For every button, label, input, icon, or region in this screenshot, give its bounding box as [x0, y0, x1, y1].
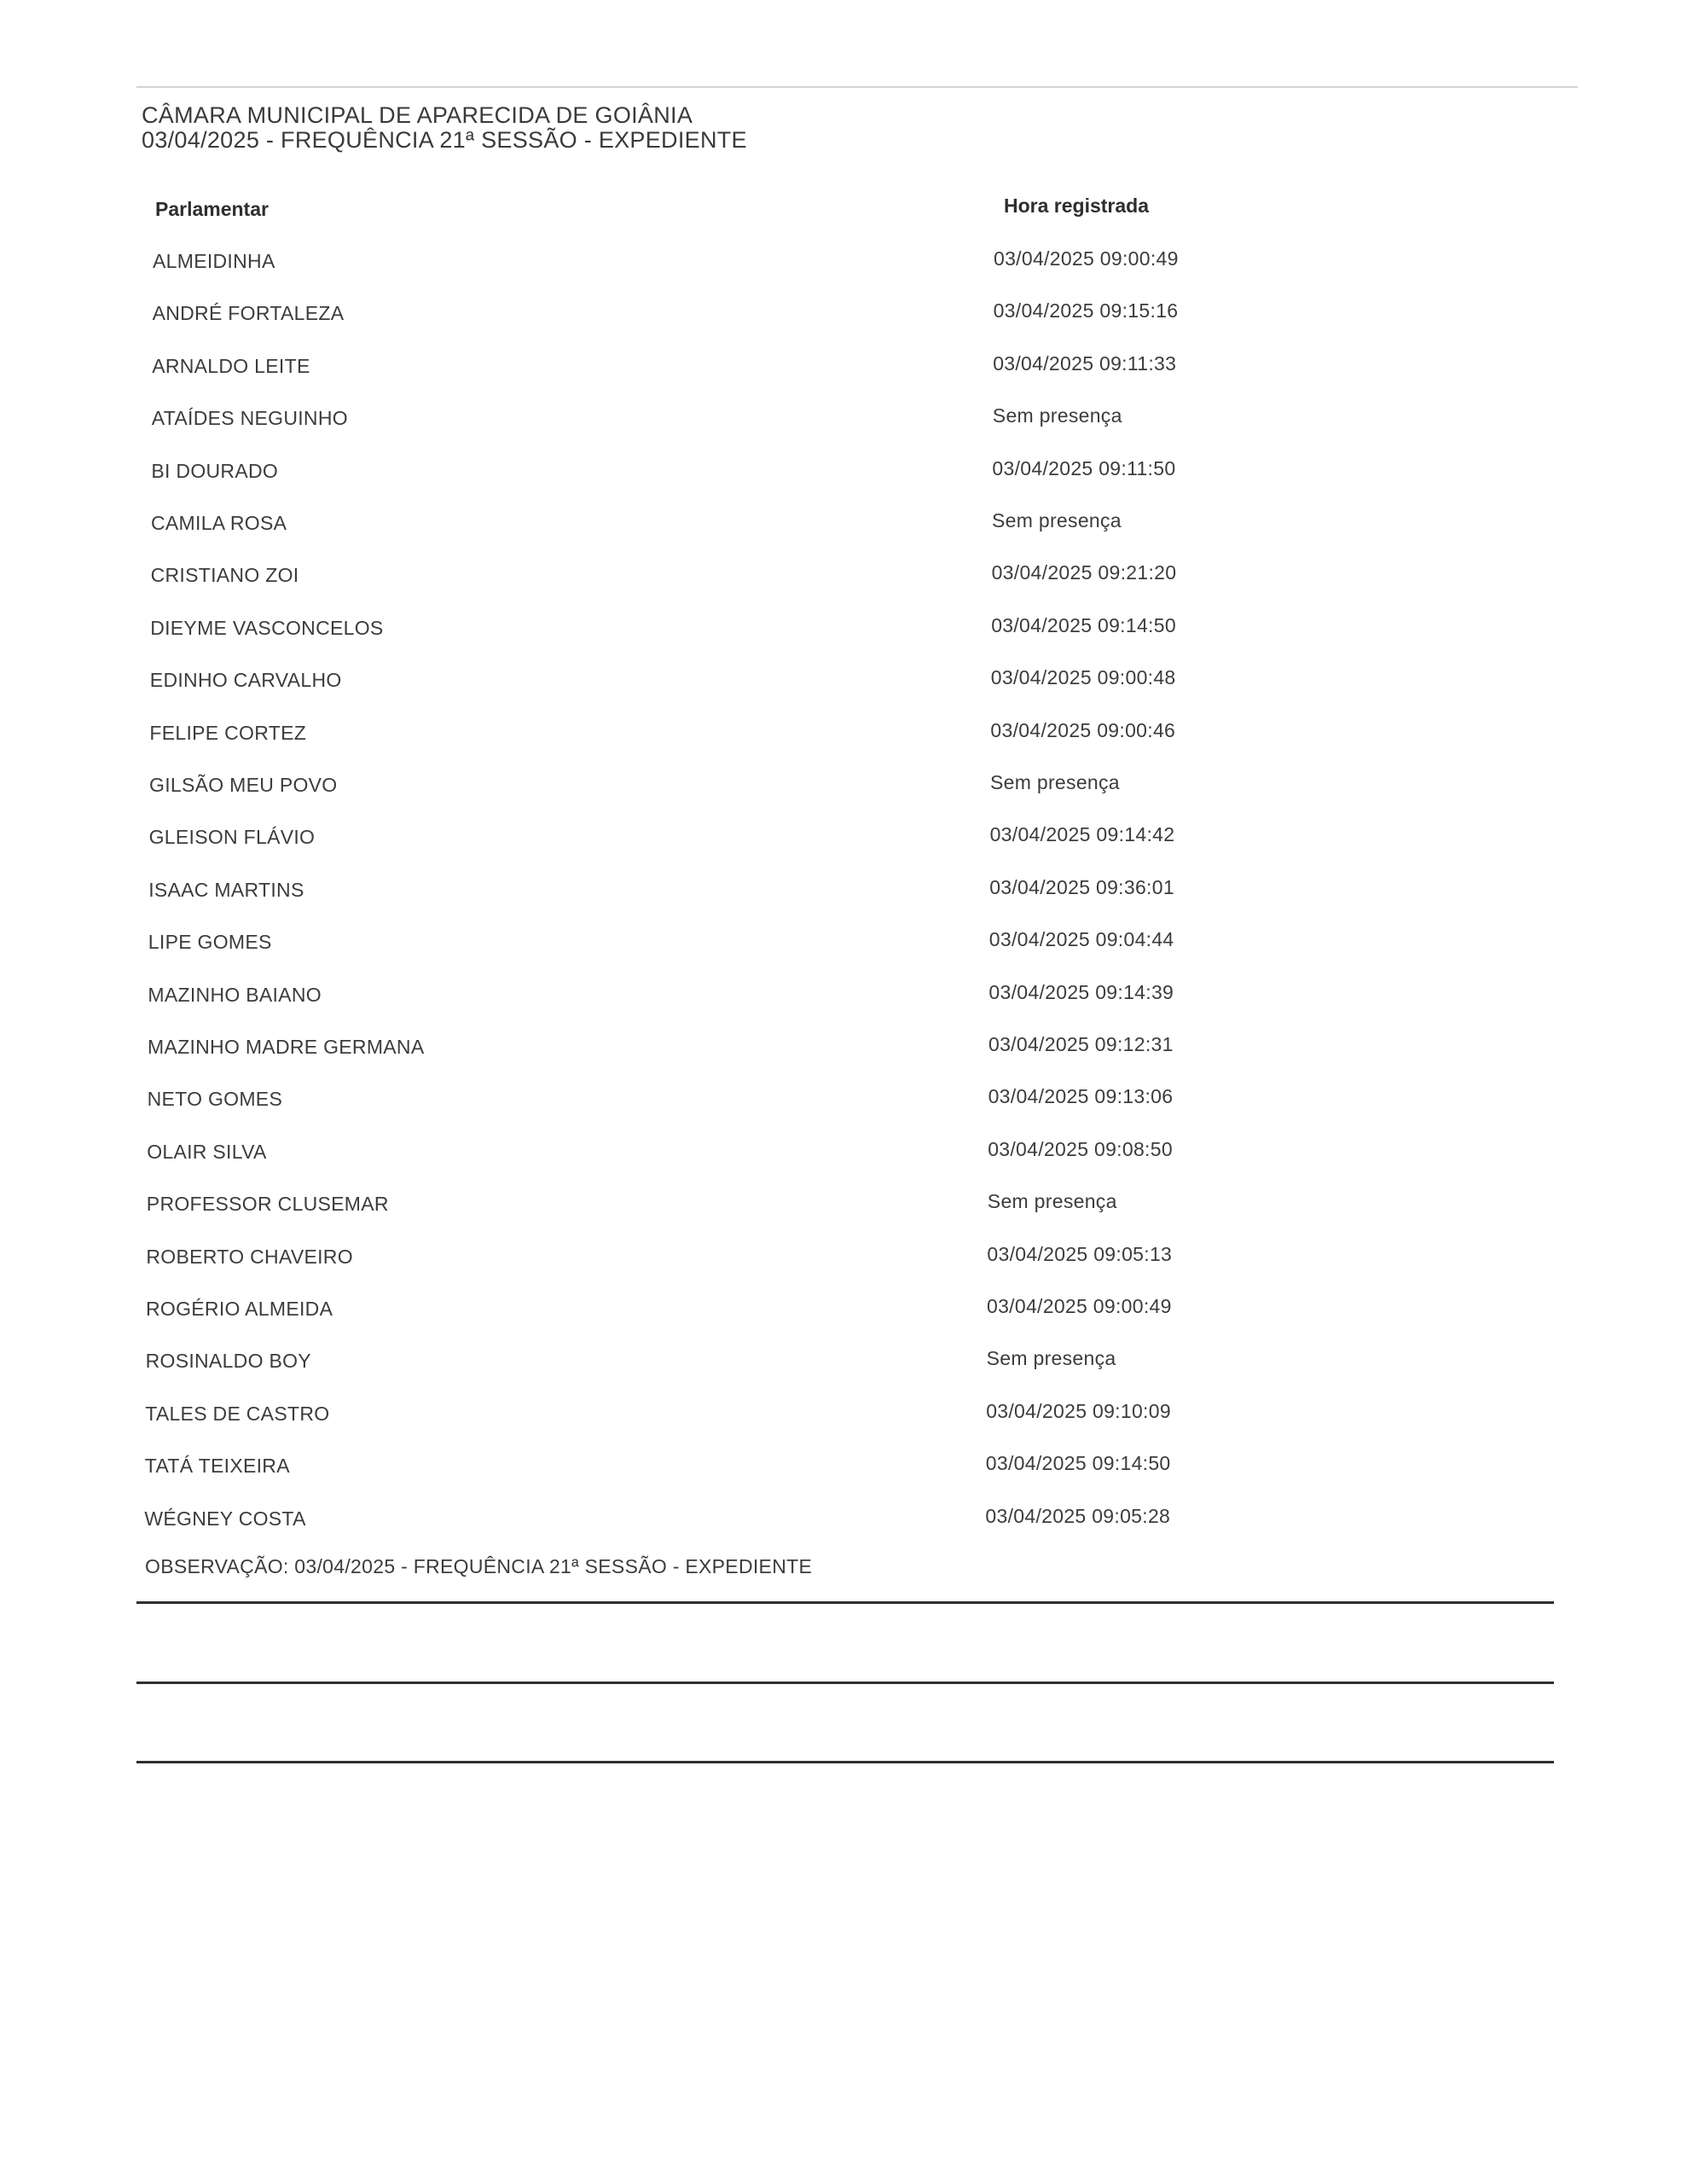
- session-title: 03/04/2025 - FREQUÊNCIA 21ª SESSÃO - EXPEDIENTE: [142, 127, 747, 153]
- hora-registrada: 03/04/2025 09:08:50: [988, 1137, 1173, 1160]
- table-row: [0, 1504, 1687, 1542]
- table-row: [0, 299, 1687, 336]
- hora-registrada: 03/04/2025 09:00:48: [990, 666, 1176, 689]
- parlamentar-name: TALES DE CASTRO: [145, 1402, 330, 1425]
- table-row: [0, 1242, 1687, 1280]
- hora-registrada: Sem presença: [992, 509, 1122, 531]
- hora-registrada: 03/04/2025 09:14:39: [988, 980, 1174, 1003]
- hora-registrada: 03/04/2025 09:10:09: [986, 1399, 1171, 1422]
- hora-registrada: Sem presença: [990, 771, 1120, 793]
- table-row: [0, 509, 1687, 546]
- parlamentar-name: MAZINHO BAIANO: [148, 983, 322, 1006]
- parlamentar-name: ARNALDO LEITE: [152, 354, 310, 377]
- parlamentar-name: DIEYME VASCONCELOS: [150, 616, 384, 639]
- table-row: [0, 404, 1687, 441]
- parlamentar-name: ISAAC MARTINS: [148, 878, 304, 901]
- parlamentar-name: ANDRÉ FORTALEZA: [152, 302, 345, 325]
- hora-registrada: 03/04/2025 09:14:50: [985, 1452, 1171, 1475]
- top-rule: [136, 86, 1578, 88]
- hora-registrada: 03/04/2025 09:04:44: [988, 928, 1174, 951]
- hora-registrada: 03/04/2025 09:05:28: [985, 1504, 1171, 1527]
- signature-line: [136, 1761, 1554, 1763]
- parlamentar-name: BI DOURADO: [151, 459, 279, 482]
- hora-registrada: Sem presença: [992, 404, 1122, 427]
- table-row: [0, 980, 1687, 1018]
- hora-registrada: Sem presença: [987, 1190, 1117, 1213]
- parlamentar-name: PROFESSOR CLUSEMAR: [146, 1193, 389, 1216]
- table-row: [0, 613, 1687, 651]
- document-header: [142, 103, 747, 153]
- hora-registrada: 03/04/2025 09:14:50: [991, 613, 1176, 636]
- table-row: [0, 1399, 1687, 1437]
- table-row: [0, 771, 1687, 808]
- parlamentar-name: EDINHO CARVALHO: [149, 669, 342, 692]
- parlamentar-name: CRISTIANO ZOI: [150, 564, 299, 587]
- table-row: [0, 247, 1687, 284]
- parlamentar-name: TATÁ TEIXEIRA: [144, 1455, 290, 1478]
- table-row: [0, 823, 1687, 860]
- hora-registrada: 03/04/2025 09:00:49: [994, 247, 1179, 270]
- parlamentar-name: FELIPE CORTEZ: [149, 721, 307, 744]
- table-row: [0, 1137, 1687, 1175]
- parlamentar-name: OLAIR SILVA: [147, 1140, 267, 1163]
- hora-registrada: 03/04/2025 09:14:42: [989, 823, 1175, 846]
- parlamentar-name: CAMILA ROSA: [151, 512, 287, 534]
- parlamentar-name: LIPE GOMES: [148, 931, 272, 954]
- parlamentar-name: GLEISON FLÁVIO: [148, 826, 316, 849]
- table-row: [0, 1295, 1687, 1332]
- table-row: [0, 456, 1687, 494]
- column-header-hora-registrada: Hora registrada: [1004, 195, 1150, 217]
- parlamentar-name: ROSINALDO BOY: [145, 1350, 311, 1373]
- table-row: [0, 875, 1687, 913]
- parlamentar-name: NETO GOMES: [147, 1088, 283, 1111]
- institution-title: CÂMARA MUNICIPAL DE APARECIDA DE GOIÂNIA: [142, 102, 693, 128]
- table-row: [0, 928, 1687, 965]
- parlamentar-name: ROBERTO CHAVEIRO: [146, 1245, 353, 1268]
- observation-text: OBSERVAÇÃO: 03/04/2025 - FREQUÊNCIA 21ª SESSÃO - EXPEDIENTE: [145, 1555, 813, 1577]
- table-row: [0, 1452, 1687, 1489]
- hora-registrada: 03/04/2025 09:05:13: [987, 1242, 1173, 1265]
- hora-registrada: 03/04/2025 09:00:49: [987, 1295, 1172, 1317]
- hora-registrada: 03/04/2025 09:15:16: [993, 299, 1179, 322]
- hora-registrada: 03/04/2025 09:00:46: [990, 718, 1176, 741]
- hora-registrada: 03/04/2025 09:11:50: [992, 456, 1176, 479]
- parlamentar-name: GILSÃO MEU POVO: [149, 774, 338, 796]
- table-row: [0, 666, 1687, 703]
- parlamentar-name: WÉGNEY COSTA: [144, 1507, 306, 1530]
- hora-registrada: Sem presença: [986, 1347, 1116, 1370]
- table-row: [0, 351, 1687, 389]
- table-row: [0, 1347, 1687, 1384]
- table-row: [0, 1085, 1687, 1122]
- signature-line: [136, 1601, 1554, 1604]
- signature-line: [136, 1682, 1554, 1684]
- hora-registrada: 03/04/2025 09:12:31: [988, 1033, 1174, 1055]
- table-row: [0, 1033, 1687, 1070]
- parlamentar-name: MAZINHO MADRE GERMANA: [148, 1036, 425, 1058]
- table-row: [0, 1190, 1687, 1227]
- column-header-parlamentar: Parlamentar: [155, 198, 269, 220]
- table-row: [0, 718, 1687, 756]
- table-row: [0, 561, 1687, 598]
- parlamentar-name: ROGÉRIO ALMEIDA: [146, 1298, 333, 1320]
- parlamentar-name: ALMEIDINHA: [153, 250, 275, 272]
- parlamentar-name: ATAÍDES NEGUINHO: [151, 407, 348, 430]
- hora-registrada: 03/04/2025 09:11:33: [993, 351, 1177, 375]
- hora-registrada: 03/04/2025 09:21:20: [991, 561, 1177, 584]
- hora-registrada: 03/04/2025 09:36:01: [989, 875, 1174, 898]
- hora-registrada: 03/04/2025 09:13:06: [988, 1085, 1174, 1108]
